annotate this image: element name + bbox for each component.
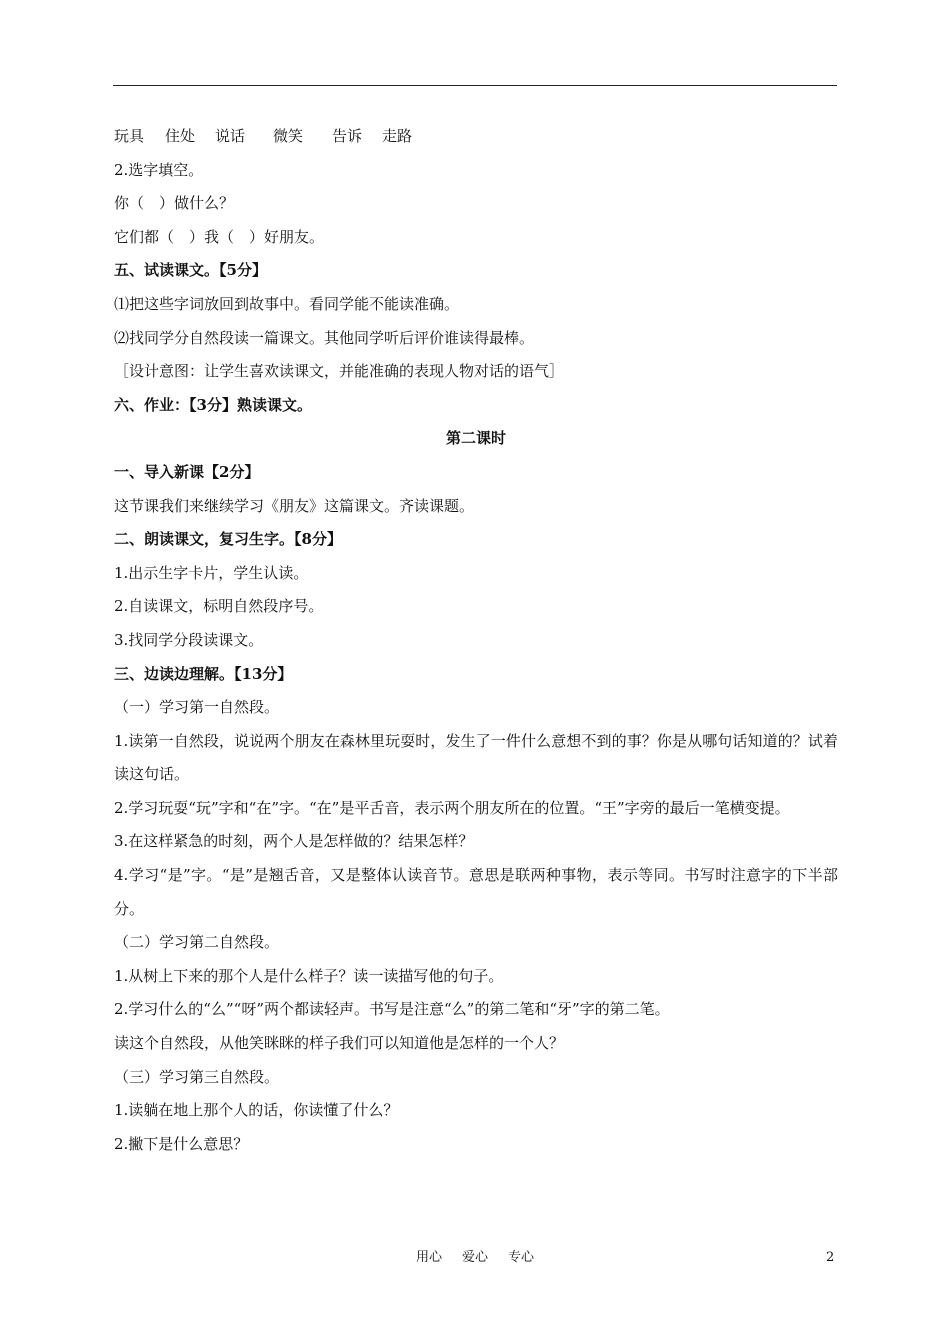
document-body <box>114 120 838 1161</box>
text-lines <box>114 154 838 1162</box>
paragraph-line: 2.学习什么的“么”“呀”两个都读轻声。书写是注意“么”的第二笔和“牙”字的第二笔。 <box>114 1000 670 1019</box>
footer-item: 专心 <box>508 1250 535 1265</box>
word-item: 说话 <box>215 127 246 145</box>
paragraph-line: 1.从树上下来的那个人是什么样子？读一读描写他的句子。 <box>114 966 504 985</box>
paragraph-line: 4.学习“是”字。“是”是翘舌音，又是整体认读音节。意思是联两种事物，表示等同。书写时注意字的下半部分。 <box>114 866 838 918</box>
paragraph-line: （二）学习第二自然段。 <box>114 933 280 952</box>
paragraph-line: 1.出示生字卡片，学生认读。 <box>114 563 309 582</box>
paragraph-line: 2.撇下是什么意思？ <box>114 1134 249 1153</box>
section-heading: 一、导入新课【2分】 <box>114 462 260 481</box>
paragraph-line: ⑵找同学分自然段读一篇课文。其他同学听后评价谁读得最棒。 <box>114 328 535 347</box>
section-heading: 六、作业：【3分】熟读课文。 <box>114 395 312 414</box>
section-heading: 第二课时 <box>445 429 506 448</box>
paragraph-line: 1.读第一自然段，说说两个朋友在森林里玩耍时，发生了一件什么意想不到的事？你是从哪句话知道的？试着读这句话。 <box>114 731 838 784</box>
paragraph-line: 3.找同学分段读课文。 <box>114 630 264 649</box>
footer-item: 爱心 <box>461 1250 488 1265</box>
paragraph-line: 3.在这样紧急的时刻，两个人是怎样做的？结果怎样？ <box>114 832 474 851</box>
section-heading: 五、试读课文。【5分】 <box>114 261 267 280</box>
word-item: 告诉 <box>332 127 363 145</box>
paragraph-line: ［设计意图：让学生喜欢读课文，并能准确的表现人物对话的语气］ <box>114 362 565 381</box>
paragraph-line: ⑴把这些字词放回到故事中。看同学能不能读准确。 <box>114 294 460 313</box>
word-item: 走路 <box>382 127 413 145</box>
paragraph-line: 读这个自然段，从他笑眯眯的样子我们可以知道他是怎样的一个人？ <box>114 1034 565 1053</box>
paragraph-line: （一）学习第一自然段。 <box>114 698 280 717</box>
page-footer <box>0 1248 950 1268</box>
section-heading: 二、朗读课文，复习生字。【8分】 <box>114 530 342 549</box>
word-item: 微笑 <box>273 127 304 145</box>
paragraph-line: 2.自读课文，标明自然段序号。 <box>114 597 324 616</box>
paragraph-line: 它们都（ ）我（ ）好朋友。 <box>114 227 325 246</box>
section-heading: 三、边读边理解。【13分】 <box>114 664 293 683</box>
word-item: 玩具 <box>114 127 145 145</box>
paragraph-line: 2.选字填空。 <box>114 160 204 179</box>
paragraph-line: 这节课我们来继续学习《朋友》这篇课文。齐读课题。 <box>114 496 475 515</box>
page-number: 2 <box>826 1250 835 1265</box>
paragraph-line: （三）学习第三自然段。 <box>114 1067 280 1086</box>
vocabulary-row <box>114 120 838 154</box>
header-rule <box>113 85 837 86</box>
word-item: 住处 <box>165 127 196 145</box>
paragraph-line: 1.读躺在地上那个人的话，你读懂了什么？ <box>114 1101 399 1120</box>
footer-item: 用心 <box>415 1250 442 1265</box>
paragraph-line: 你（ ）做什么？ <box>114 194 235 213</box>
paragraph-line: 2.学习玩耍“玩”字和“在”字。“在”是平舌音，表示两个朋友所在的位置。“王”字旁的最后一笔横变提。 <box>114 798 790 817</box>
